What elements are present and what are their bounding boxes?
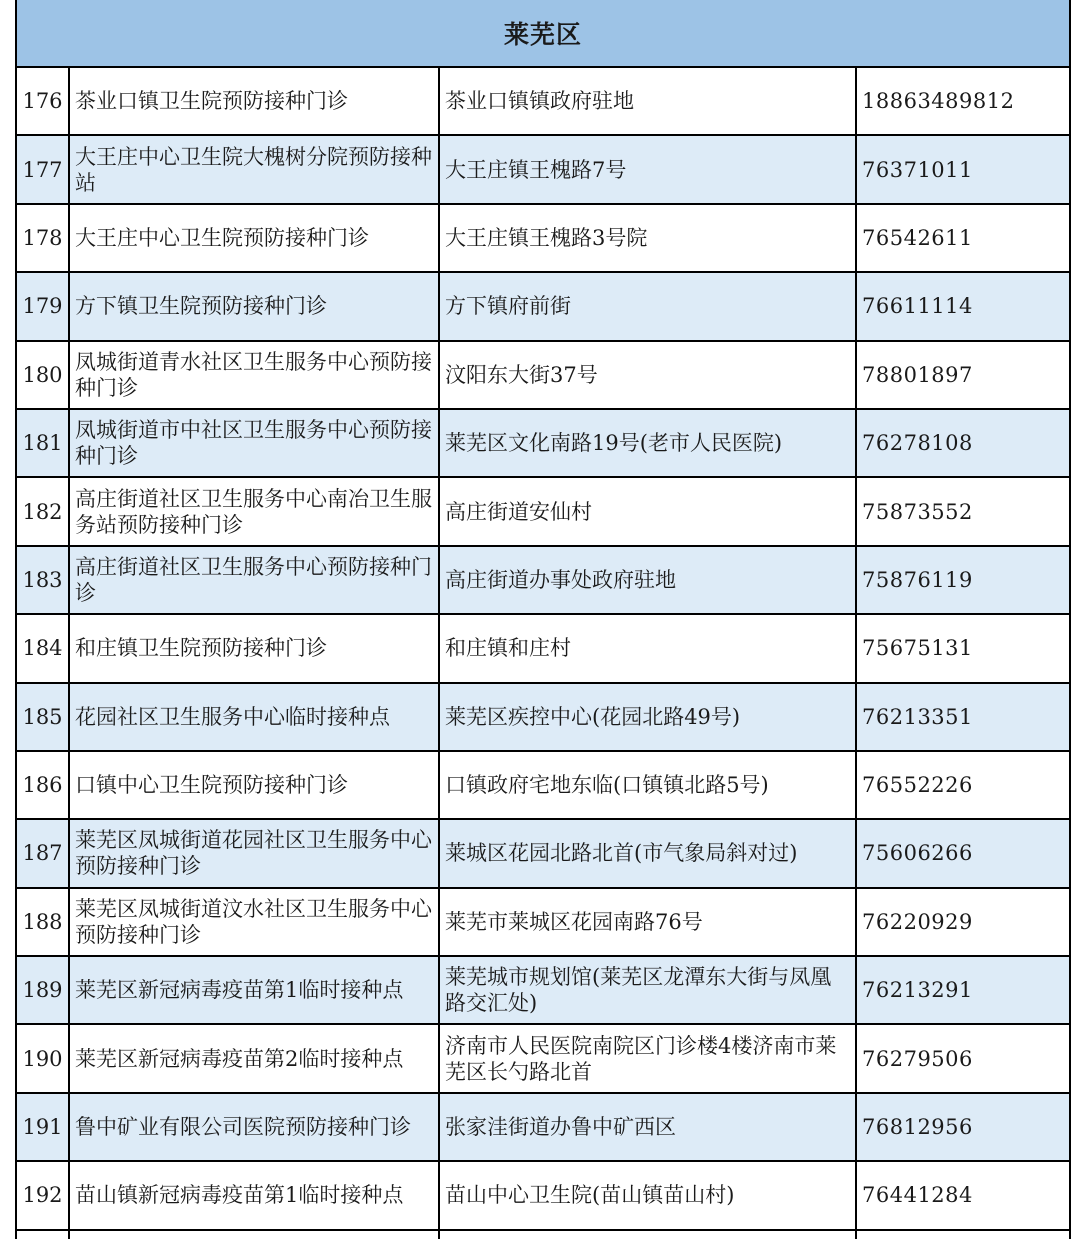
- table-row: [16, 1024, 1070, 1092]
- site-address: 高庄街道办事处政府驻地: [439, 546, 856, 614]
- site-name: 大王庄中心卫生院大槐树分院预防接种站: [69, 135, 439, 203]
- site-name: 高庄街道社区卫生服务中心南冶卫生服务站预防接种门诊: [69, 477, 439, 545]
- site-phone: 76611114: [856, 272, 1070, 340]
- site-phone: 18863489812: [856, 67, 1070, 135]
- table-row: [16, 956, 1070, 1024]
- table-row: [16, 204, 1070, 272]
- site-phone: 76213291: [856, 956, 1070, 1024]
- row-number: 183: [16, 546, 69, 614]
- site-name: 莱芜区新冠病毒疫苗第1临时接种点: [69, 956, 439, 1024]
- row-number: 185: [16, 683, 69, 751]
- row-number: 190: [16, 1024, 69, 1092]
- table-row: [16, 683, 1070, 751]
- site-address: 莱芜区疾控中心(花园北路49号): [439, 683, 856, 751]
- row-number: 178: [16, 204, 69, 272]
- site-name: 高庄街道社区卫生服务中心预防接种门诊: [69, 546, 439, 614]
- row-number: 184: [16, 614, 69, 682]
- row-number: 188: [16, 888, 69, 956]
- site-address: 济南市人民医院南院区门诊楼4楼济南市莱芜区长勺路北首: [439, 1024, 856, 1092]
- empty-cell: [856, 1230, 1070, 1239]
- site-name: 凤城街道市中社区卫生服务中心预防接种门诊: [69, 409, 439, 477]
- table-row: [16, 135, 1070, 203]
- site-name: 茶业口镇卫生院预防接种门诊: [69, 67, 439, 135]
- site-phone: 76552226: [856, 751, 1070, 819]
- site-phone: 76441284: [856, 1161, 1070, 1229]
- site-address: 高庄街道安仙村: [439, 477, 856, 545]
- site-address: 苗山中心卫生院(苗山镇苗山村): [439, 1161, 856, 1229]
- empty-cell: [69, 1230, 439, 1239]
- site-name: 花园社区卫生服务中心临时接种点: [69, 683, 439, 751]
- site-list-table: [15, 0, 1071, 1239]
- site-phone: 76213351: [856, 683, 1070, 751]
- table-row: [16, 409, 1070, 477]
- site-address: 汶阳东大街37号: [439, 341, 856, 409]
- site-phone: 76812956: [856, 1093, 1070, 1161]
- site-name: 大王庄中心卫生院预防接种门诊: [69, 204, 439, 272]
- site-phone: 76278108: [856, 409, 1070, 477]
- site-phone: 76279506: [856, 1024, 1070, 1092]
- table-row: [16, 1093, 1070, 1161]
- site-name: 方下镇卫生院预防接种门诊: [69, 272, 439, 340]
- site-address: 莱芜市莱城区花园南路76号: [439, 888, 856, 956]
- site-name: 莱芜区凤城街道汶水社区卫生服务中心预防接种门诊: [69, 888, 439, 956]
- site-address: 张家洼街道办鲁中矿西区: [439, 1093, 856, 1161]
- site-phone: 75876119: [856, 546, 1070, 614]
- table-row: [16, 888, 1070, 956]
- site-phone: 76371011: [856, 135, 1070, 203]
- site-name: 苗山镇新冠病毒疫苗第1临时接种点: [69, 1161, 439, 1229]
- site-phone: 75873552: [856, 477, 1070, 545]
- site-address: 大王庄镇王槐路7号: [439, 135, 856, 203]
- row-number: 180: [16, 341, 69, 409]
- district-header-row: [16, 0, 1070, 67]
- row-number: 176: [16, 67, 69, 135]
- site-address: 莱芜城市规划馆(莱芜区龙潭东大街与凤凰路交汇处): [439, 956, 856, 1024]
- site-address: 莱芜区文化南路19号(老市人民医院): [439, 409, 856, 477]
- site-address: 莱城区花园北路北首(市气象局斜对过): [439, 819, 856, 887]
- site-address: 方下镇府前街: [439, 272, 856, 340]
- row-number: 182: [16, 477, 69, 545]
- empty-cell: [16, 1230, 69, 1239]
- row-number: 186: [16, 751, 69, 819]
- row-number: 192: [16, 1161, 69, 1229]
- site-name: 凤城街道青水社区卫生服务中心预防接种门诊: [69, 341, 439, 409]
- row-number: 177: [16, 135, 69, 203]
- site-address: 大王庄镇王槐路3号院: [439, 204, 856, 272]
- site-name: 和庄镇卫生院预防接种门诊: [69, 614, 439, 682]
- vaccination-site-table: [15, 0, 1069, 1239]
- site-name: 莱芜区凤城街道花园社区卫生服务中心预防接种门诊: [69, 819, 439, 887]
- site-phone: 76542611: [856, 204, 1070, 272]
- site-name: 莱芜区新冠病毒疫苗第2临时接种点: [69, 1024, 439, 1092]
- table-row: [16, 546, 1070, 614]
- site-phone: 78801897: [856, 341, 1070, 409]
- table-row: [16, 272, 1070, 340]
- district-title: 莱芜区: [16, 0, 1070, 67]
- row-number: 179: [16, 272, 69, 340]
- site-address: 口镇政府宅地东临(口镇镇北路5号): [439, 751, 856, 819]
- row-number: 187: [16, 819, 69, 887]
- table-row: [16, 477, 1070, 545]
- site-phone: 75675131: [856, 614, 1070, 682]
- row-number: 189: [16, 956, 69, 1024]
- site-address: 茶业口镇镇政府驻地: [439, 67, 856, 135]
- site-address: 和庄镇和庄村: [439, 614, 856, 682]
- table-row: [16, 67, 1070, 135]
- table-row: [16, 819, 1070, 887]
- table-row: [16, 614, 1070, 682]
- table-row: [16, 751, 1070, 819]
- site-name: 鲁中矿业有限公司医院预防接种门诊: [69, 1093, 439, 1161]
- table-row: [16, 1161, 1070, 1229]
- empty-cell: [439, 1230, 856, 1239]
- site-phone: 75606266: [856, 819, 1070, 887]
- table-row-partial: [16, 1230, 1070, 1239]
- row-number: 181: [16, 409, 69, 477]
- table-row: [16, 341, 1070, 409]
- site-phone: 76220929: [856, 888, 1070, 956]
- row-number: 191: [16, 1093, 69, 1161]
- site-name: 口镇中心卫生院预防接种门诊: [69, 751, 439, 819]
